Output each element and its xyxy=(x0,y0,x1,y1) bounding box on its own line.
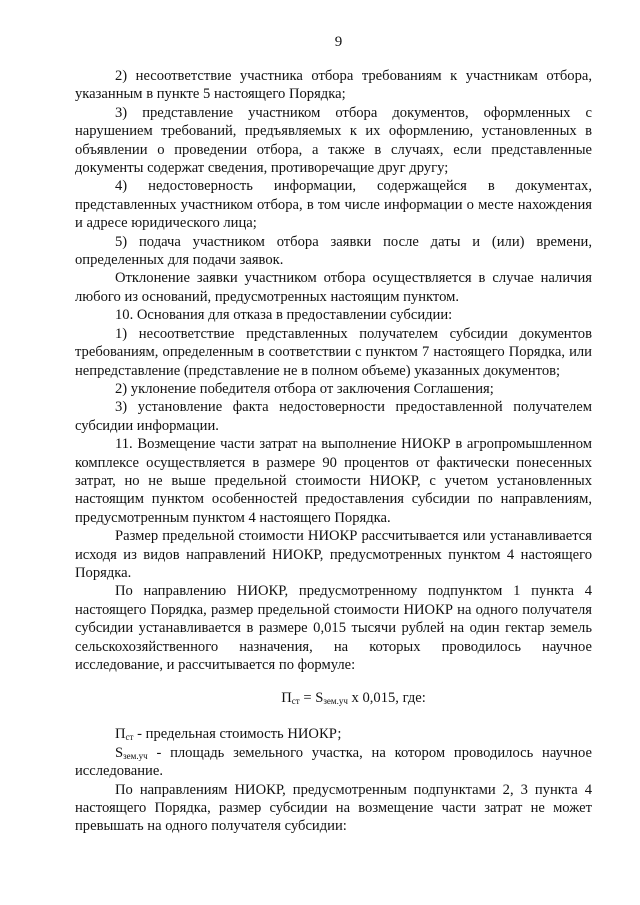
paragraph: 3) представление участником отбора документов, оформленных с нарушением требований, предъявляемых к их оформлению, установленных в объявлении о проведении отбора, а также в случаях, если представленные документы содержат сведения, противоречащие друг другу; xyxy=(75,104,592,177)
paragraph: 5) подача участником отбора заявки после даты и (или) времени, определенных для подачи заявок. xyxy=(75,233,592,269)
paragraph: 10. Основания для отказа в предоставлении субсидии: xyxy=(115,307,453,324)
formula-var-sub: зем.уч xyxy=(323,696,348,707)
paragraph: 11. Возмещение части затрат на выполнение НИОКР в агропромышленном комплексе осуществляется в размере 90 процентов от фактически понесенных затрат, но не выше предельной стоимости НИОКР, с учетом установленных настоящим пунктом особенностей предоставления субсидии по направлениям, предусмотренным пунктом 4 настоящего Порядка. xyxy=(75,436,592,526)
definition-sub: зем.уч xyxy=(123,750,148,761)
definition-text: - площадь земельного участка, на котором проводилось научное исследование. xyxy=(75,744,592,780)
paragraph: 2) уклонение победителя отбора от заключения Соглашения; xyxy=(115,380,494,397)
paragraph: 2) несоответствие участника отбора требованиям к участникам отбора, указанным в пункте 5 настоящего Порядка; xyxy=(75,68,592,103)
definition-symbol: S xyxy=(115,744,124,761)
definition xyxy=(75,725,592,743)
page-number: 9 xyxy=(334,34,343,50)
definition-text: - предельная стоимость НИОКР; xyxy=(133,726,342,743)
paragraph: 3) установление факта недостоверности предоставленной получателем субсидии информации. xyxy=(75,399,592,434)
definition-symbol: П xyxy=(115,726,126,743)
paragraph: Отклонение заявки участником отбора осуществляется в случае наличия любого из оснований, предусмотренных настоящим пунктом. xyxy=(75,270,592,305)
formula-lhs: П xyxy=(281,690,292,707)
formula xyxy=(75,690,592,707)
paragraph: Размер предельной стоимости НИОКР рассчитывается или устанавливается исходя из видов направлений НИОКР, предусмотренных пунктом 4 настоящего Порядка. xyxy=(75,528,592,581)
formula-var: S xyxy=(315,690,324,707)
formula-rest: х 0,015, где: xyxy=(347,690,426,707)
paragraph: 4) недостоверность информации, содержащейся в документах, представленных участником отбора, в том числе информации о месте нахождения и адресе юридического лица; xyxy=(75,178,592,232)
formula-eq: = xyxy=(299,690,316,707)
formula-lhs-sub: ст xyxy=(291,696,300,707)
paragraph: По направлению НИОКР, предусмотренному подпунктом 1 пункта 4 настоящего Порядка, размер предельной стоимости НИОКР на одного получателя субсидии устанавливается в размере 0,015 тысячи рублей на один гектар земель сельскохозяйственного назначения, на которых проводилось научное исследование, и рассчитывается по формуле: xyxy=(75,583,592,673)
definition xyxy=(75,744,592,781)
definition-sub: ст xyxy=(125,732,134,743)
paragraph: 1) несоответствие представленных получателем субсидии документов требованиям, определенным в соответствии с пунктом 7 настоящего Порядка, или непредставление (представление не в полном объеме) указанных документов; xyxy=(75,325,592,379)
paragraph: По направлениям НИОКР, предусмотренным подпунктами 2, 3 пункта 4 настоящего Порядка, размер субсидии на возмещение части затрат не может превышать на одного получателя субсидии: xyxy=(75,781,592,835)
